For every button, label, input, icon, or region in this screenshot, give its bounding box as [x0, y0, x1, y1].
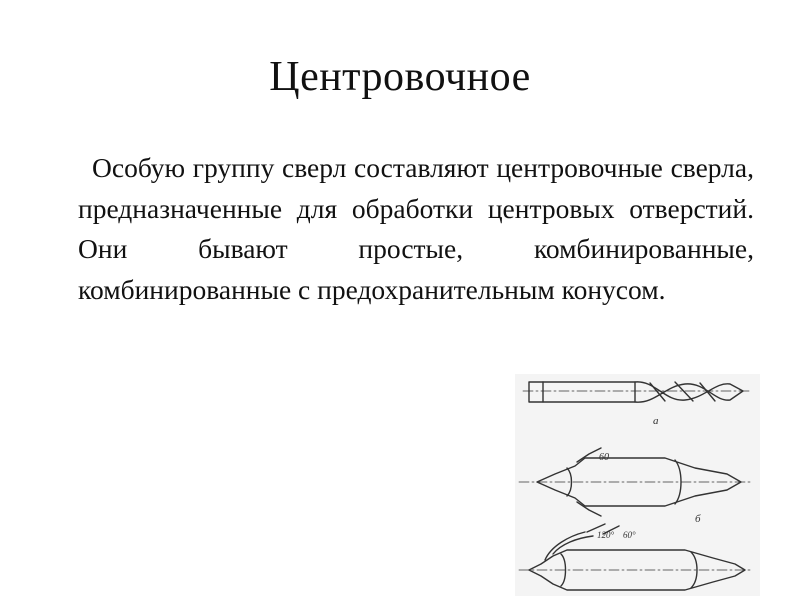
figure-angle-60: 60 — [599, 452, 609, 463]
figure-label-a: а — [653, 415, 659, 427]
figure-angle-120: 120° — [597, 530, 615, 540]
slide-title: Центровочное — [269, 54, 531, 100]
slide-paragraph: Особую группу сверл составляют центровочные сверла, предназначенные для обработки центровых отверстий. Они бывают простые, комбинированные, комбинированные с предохранительным конусом. — [78, 152, 754, 305]
figure-label-b: б — [695, 513, 701, 525]
center-drill-drawing — [515, 374, 760, 596]
figure-angle-60-b: 60° — [623, 530, 636, 540]
center-drill-svg — [515, 374, 760, 596]
